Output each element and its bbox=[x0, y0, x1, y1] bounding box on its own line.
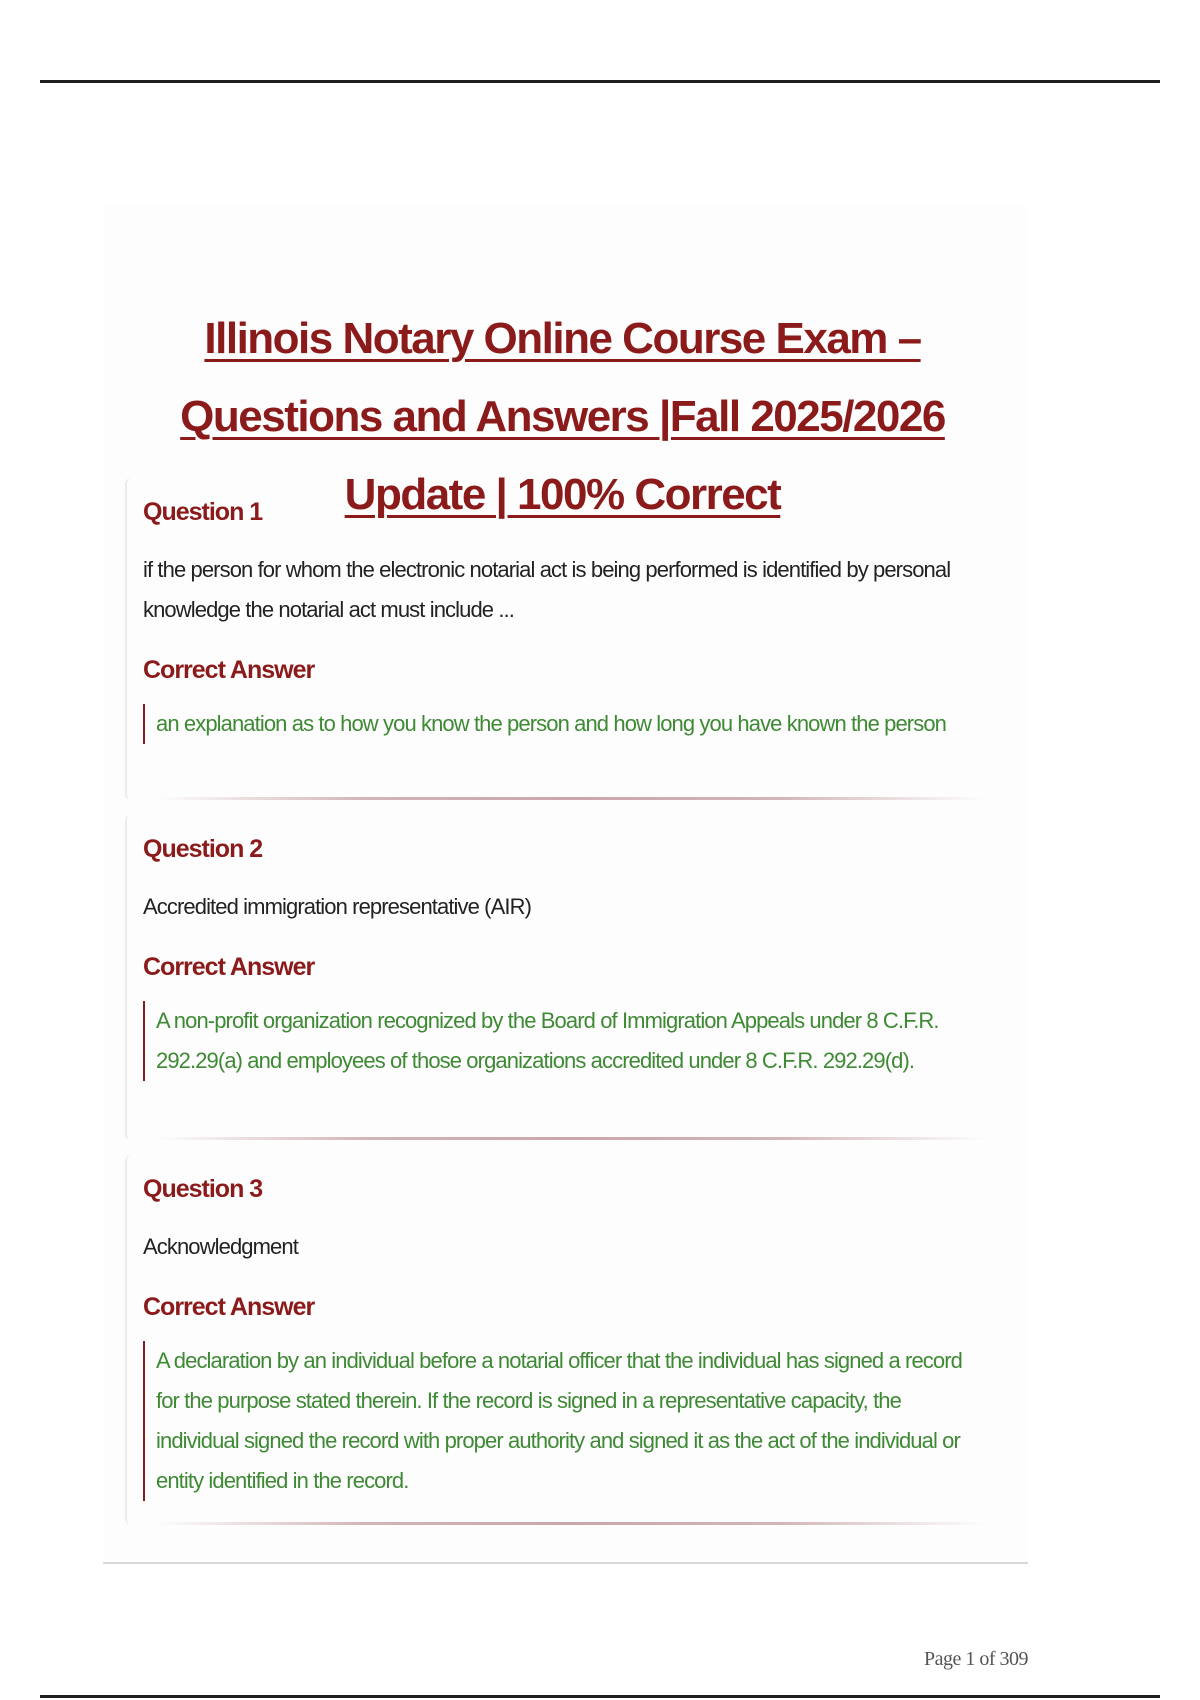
answer-text: A non-profit organization recognized by the Board of Immigration Appeals under 8 C.F.R. 292.29(a) and employees of those organizations accredited under 8 C.F.R. 292.29(d). bbox=[143, 1001, 973, 1081]
answer-label: Correct Answer bbox=[143, 953, 315, 981]
question-divider bbox=[157, 1137, 985, 1140]
question-card-1 bbox=[125, 478, 985, 800]
answer-label: Correct Answer bbox=[143, 1293, 315, 1321]
page-indicator: Page 1 of 309 bbox=[923, 1648, 1028, 1670]
question-text: Acknowledgment bbox=[143, 1234, 298, 1259]
question-label: Question 3 bbox=[143, 1175, 263, 1203]
question-label: Question 1 bbox=[143, 498, 263, 526]
document-title: Illinois Notary Online Course Exam – Questions and Answers |Fall 2025/2026 Update | 100% Correct bbox=[180, 314, 945, 519]
question-divider bbox=[157, 797, 985, 800]
question-card-2 bbox=[125, 815, 985, 1140]
question-text: Accredited immigration representative (AIR) bbox=[143, 894, 532, 919]
question-text: if the person for whom the electronic notarial act is being performed is identified by personal knowledge the notarial act must include ... bbox=[143, 557, 951, 622]
answer-text: A declaration by an individual before a notarial officer that the individual has signed a record for the purpose stated therein. If the record is signed in a representative capacity, the individual signed the record with proper authority and signed it as the act of the individual or entity identified in the record. bbox=[143, 1341, 973, 1501]
answer-label: Correct Answer bbox=[143, 656, 315, 684]
question-label: Question 2 bbox=[143, 835, 263, 863]
top-rule bbox=[40, 80, 1160, 83]
footer-rule bbox=[103, 1562, 1028, 1564]
answer-text: an explanation as to how you know the person and how long you have known the person bbox=[143, 704, 973, 744]
question-card-3 bbox=[125, 1155, 985, 1525]
question-divider bbox=[157, 1522, 985, 1525]
bottom-rule bbox=[40, 1695, 1160, 1698]
